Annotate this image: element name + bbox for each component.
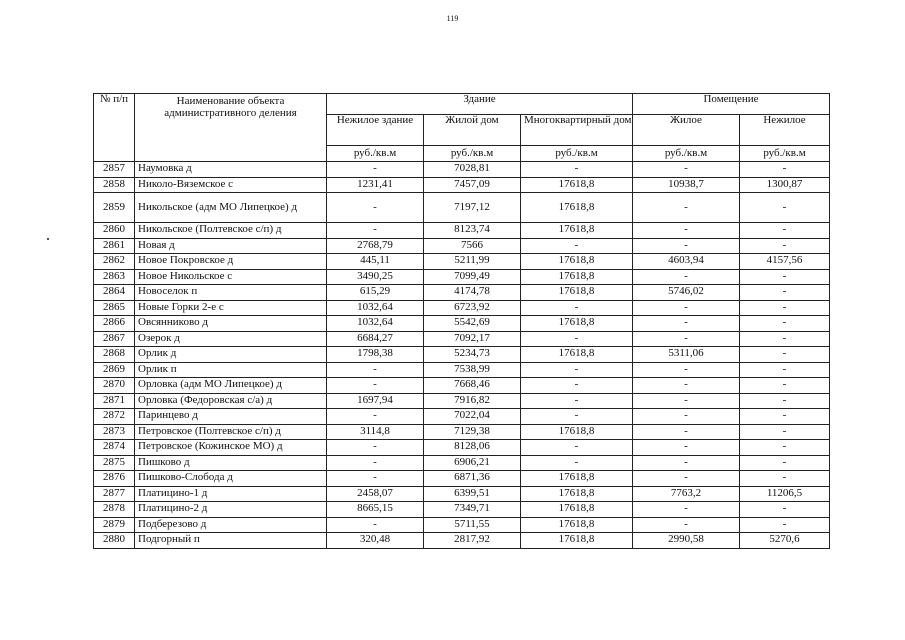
row-number: 2870: [94, 378, 135, 394]
row-value: 320,48: [327, 533, 424, 549]
row-value: 1032,64: [327, 300, 424, 316]
row-value: -: [327, 362, 424, 378]
table-row: [94, 300, 830, 316]
row-value: 17618,8: [521, 177, 633, 193]
table-row: [94, 409, 830, 425]
table-row: [94, 316, 830, 332]
row-number: 2871: [94, 393, 135, 409]
table-row: [94, 254, 830, 270]
row-value: -: [633, 362, 740, 378]
row-value: 7916,82: [424, 393, 521, 409]
row-value: -: [327, 409, 424, 425]
table-row: [94, 177, 830, 193]
row-number: 2878: [94, 502, 135, 518]
row-number: 2874: [94, 440, 135, 456]
row-value: 8128,06: [424, 440, 521, 456]
row-name: Наумовка д: [135, 162, 327, 178]
row-value: 6723,92: [424, 300, 521, 316]
header-residential-premises: Жилое: [633, 115, 740, 146]
row-value: -: [327, 455, 424, 471]
row-value: 7566: [424, 238, 521, 254]
row-value: 17618,8: [521, 223, 633, 239]
row-name: Пишково-Слобода д: [135, 471, 327, 487]
table-row: [94, 331, 830, 347]
row-value: 17618,8: [521, 316, 633, 332]
row-value: -: [633, 455, 740, 471]
row-value: 7538,99: [424, 362, 521, 378]
row-name: Новое Покровское д: [135, 254, 327, 270]
row-number: 2877: [94, 486, 135, 502]
row-value: 6871,36: [424, 471, 521, 487]
row-value: 7028,81: [424, 162, 521, 178]
row-value: -: [633, 517, 740, 533]
row-value: -: [521, 300, 633, 316]
row-name: Новая д: [135, 238, 327, 254]
row-name: Орловка (Федоровская с/а) д: [135, 393, 327, 409]
row-value: -: [740, 362, 830, 378]
table-row: [94, 533, 830, 549]
row-value: -: [740, 471, 830, 487]
row-number: 2875: [94, 455, 135, 471]
row-value: -: [740, 223, 830, 239]
header-unit: руб./кв.м: [740, 146, 830, 162]
row-number: 2861: [94, 238, 135, 254]
row-number: 2866: [94, 316, 135, 332]
row-value: 7022,04: [424, 409, 521, 425]
row-value: 1697,94: [327, 393, 424, 409]
row-value: 17618,8: [521, 347, 633, 363]
header-building: Здание: [327, 94, 633, 115]
row-value: -: [633, 162, 740, 178]
row-number: 2876: [94, 471, 135, 487]
row-value: -: [633, 331, 740, 347]
row-value: -: [633, 378, 740, 394]
row-number: 2862: [94, 254, 135, 270]
row-value: -: [740, 378, 830, 394]
row-value: -: [740, 502, 830, 518]
row-value: 5270,6: [740, 533, 830, 549]
row-value: -: [740, 424, 830, 440]
row-value: -: [633, 440, 740, 456]
row-value: 2990,58: [633, 533, 740, 549]
table-row: [94, 162, 830, 178]
row-value: -: [521, 440, 633, 456]
row-value: 7092,17: [424, 331, 521, 347]
row-value: 17618,8: [521, 502, 633, 518]
row-value: -: [740, 238, 830, 254]
row-value: 1798,38: [327, 347, 424, 363]
row-value: 8665,15: [327, 502, 424, 518]
row-value: -: [740, 331, 830, 347]
table-row: [94, 362, 830, 378]
cadastral-value-table: [93, 93, 830, 549]
row-value: -: [633, 223, 740, 239]
row-value: 7099,49: [424, 269, 521, 285]
table-row: [94, 502, 830, 518]
row-value: 6906,21: [424, 455, 521, 471]
row-value: 17618,8: [521, 193, 633, 223]
header-name: Наименование объекта административного деления: [135, 94, 327, 162]
table-row: [94, 424, 830, 440]
row-value: 17618,8: [521, 285, 633, 301]
header-apartment-building: Многоквартирный дом: [521, 115, 633, 146]
row-value: 4603,94: [633, 254, 740, 270]
table-row: [94, 269, 830, 285]
row-number: 2880: [94, 533, 135, 549]
row-value: -: [327, 517, 424, 533]
row-value: -: [521, 455, 633, 471]
row-value: -: [521, 238, 633, 254]
header-premises: Помещение: [633, 94, 830, 115]
row-name: Никольское (Полтевское с/п) д: [135, 223, 327, 239]
table-row: [94, 486, 830, 502]
row-value: -: [740, 393, 830, 409]
row-number: 2867: [94, 331, 135, 347]
row-number: 2869: [94, 362, 135, 378]
row-value: -: [633, 300, 740, 316]
header-num: № п/п: [94, 94, 135, 162]
row-name: Подгорный п: [135, 533, 327, 549]
row-value: 1300,87: [740, 177, 830, 193]
row-name: Новое Никольское с: [135, 269, 327, 285]
row-name: Орлик п: [135, 362, 327, 378]
table-row: [94, 347, 830, 363]
row-value: -: [327, 378, 424, 394]
table-row: [94, 471, 830, 487]
row-value: 2817,92: [424, 533, 521, 549]
header-unit: руб./кв.м: [327, 146, 424, 162]
row-value: -: [740, 347, 830, 363]
row-value: 4174,78: [424, 285, 521, 301]
table-row: [94, 238, 830, 254]
row-name: Орловка (адм МО Липецкое) д: [135, 378, 327, 394]
header-unit: руб./кв.м: [633, 146, 740, 162]
row-number: 2872: [94, 409, 135, 425]
row-value: 7197,12: [424, 193, 521, 223]
row-value: -: [633, 193, 740, 223]
row-name: Подберезово д: [135, 517, 327, 533]
row-value: -: [521, 393, 633, 409]
row-value: -: [633, 269, 740, 285]
row-value: 5711,55: [424, 517, 521, 533]
row-value: 17618,8: [521, 533, 633, 549]
row-value: 5542,69: [424, 316, 521, 332]
row-value: 2768,79: [327, 238, 424, 254]
row-value: -: [327, 193, 424, 223]
row-value: 2458,07: [327, 486, 424, 502]
row-number: 2864: [94, 285, 135, 301]
row-value: -: [327, 162, 424, 178]
table-row: [94, 223, 830, 239]
row-value: 17618,8: [521, 269, 633, 285]
row-value: -: [633, 502, 740, 518]
row-name: Никольское (адм МО Липецкое) д: [135, 193, 327, 223]
row-value: 5234,73: [424, 347, 521, 363]
row-number: 2868: [94, 347, 135, 363]
header-residential-house: Жилой дом: [424, 115, 521, 146]
row-value: -: [633, 393, 740, 409]
row-value: -: [633, 471, 740, 487]
row-value: 4157,56: [740, 254, 830, 270]
row-value: 5311,06: [633, 347, 740, 363]
row-value: 615,29: [327, 285, 424, 301]
row-value: 7763,2: [633, 486, 740, 502]
row-name: Новые Горки 2-е с: [135, 300, 327, 316]
row-value: -: [521, 409, 633, 425]
row-value: 1231,41: [327, 177, 424, 193]
row-value: -: [327, 440, 424, 456]
row-name: Петровское (Кожинское МО) д: [135, 440, 327, 456]
row-name: Платицино-1 д: [135, 486, 327, 502]
row-value: -: [740, 316, 830, 332]
row-value: 11206,5: [740, 486, 830, 502]
row-value: 8123,74: [424, 223, 521, 239]
row-value: 6684,27: [327, 331, 424, 347]
row-number: 2879: [94, 517, 135, 533]
row-number: 2859: [94, 193, 135, 223]
row-value: 17618,8: [521, 471, 633, 487]
row-value: 10938,7: [633, 177, 740, 193]
row-value: 7668,46: [424, 378, 521, 394]
row-value: 445,11: [327, 254, 424, 270]
table-row: [94, 285, 830, 301]
row-name: Пишково д: [135, 455, 327, 471]
row-number: 2873: [94, 424, 135, 440]
row-name: Новоселок п: [135, 285, 327, 301]
row-value: 3490,25: [327, 269, 424, 285]
row-number: 2860: [94, 223, 135, 239]
row-value: -: [740, 440, 830, 456]
row-value: -: [633, 424, 740, 440]
row-value: 7129,38: [424, 424, 521, 440]
table-row: [94, 393, 830, 409]
row-value: -: [740, 285, 830, 301]
row-name: Петровское (Полтевское с/п) д: [135, 424, 327, 440]
row-value: -: [521, 331, 633, 347]
row-number: 2858: [94, 177, 135, 193]
header-unit: руб./кв.м: [521, 146, 633, 162]
table-row: [94, 440, 830, 456]
row-value: 17618,8: [521, 254, 633, 270]
table-row: [94, 455, 830, 471]
row-value: -: [327, 223, 424, 239]
row-value: 7349,71: [424, 502, 521, 518]
row-value: -: [521, 378, 633, 394]
row-value: -: [740, 409, 830, 425]
header-unit: руб./кв.м: [424, 146, 521, 162]
row-value: -: [740, 517, 830, 533]
row-name: Орлик д: [135, 347, 327, 363]
page-number: 119: [446, 14, 459, 23]
row-value: -: [327, 471, 424, 487]
row-value: -: [740, 455, 830, 471]
header-nonresidential-premises: Нежилое: [740, 115, 830, 146]
row-value: 3114,8: [327, 424, 424, 440]
table-row: [94, 517, 830, 533]
row-value: -: [740, 269, 830, 285]
row-value: 5211,99: [424, 254, 521, 270]
row-name: Паринцево д: [135, 409, 327, 425]
table-row: [94, 193, 830, 223]
row-value: 5746,02: [633, 285, 740, 301]
row-value: -: [740, 162, 830, 178]
row-number: 2863: [94, 269, 135, 285]
row-value: -: [740, 300, 830, 316]
row-value: -: [633, 238, 740, 254]
row-value: 17618,8: [521, 517, 633, 533]
row-number: 2865: [94, 300, 135, 316]
table-row: [94, 378, 830, 394]
row-value: 17618,8: [521, 424, 633, 440]
row-name: Озерок д: [135, 331, 327, 347]
row-value: -: [740, 193, 830, 223]
row-value: 1032,64: [327, 316, 424, 332]
row-value: -: [633, 316, 740, 332]
row-value: -: [521, 162, 633, 178]
row-number: 2857: [94, 162, 135, 178]
row-value: 6399,51: [424, 486, 521, 502]
margin-mark: [47, 238, 49, 240]
row-name: Платицино-2 д: [135, 502, 327, 518]
row-name: Николо-Вяземское с: [135, 177, 327, 193]
row-value: -: [633, 409, 740, 425]
row-name: Овсянниково д: [135, 316, 327, 332]
row-value: 7457,09: [424, 177, 521, 193]
row-value: 17618,8: [521, 486, 633, 502]
row-value: -: [521, 362, 633, 378]
header-nonresidential-building: Нежилое здание: [327, 115, 424, 146]
